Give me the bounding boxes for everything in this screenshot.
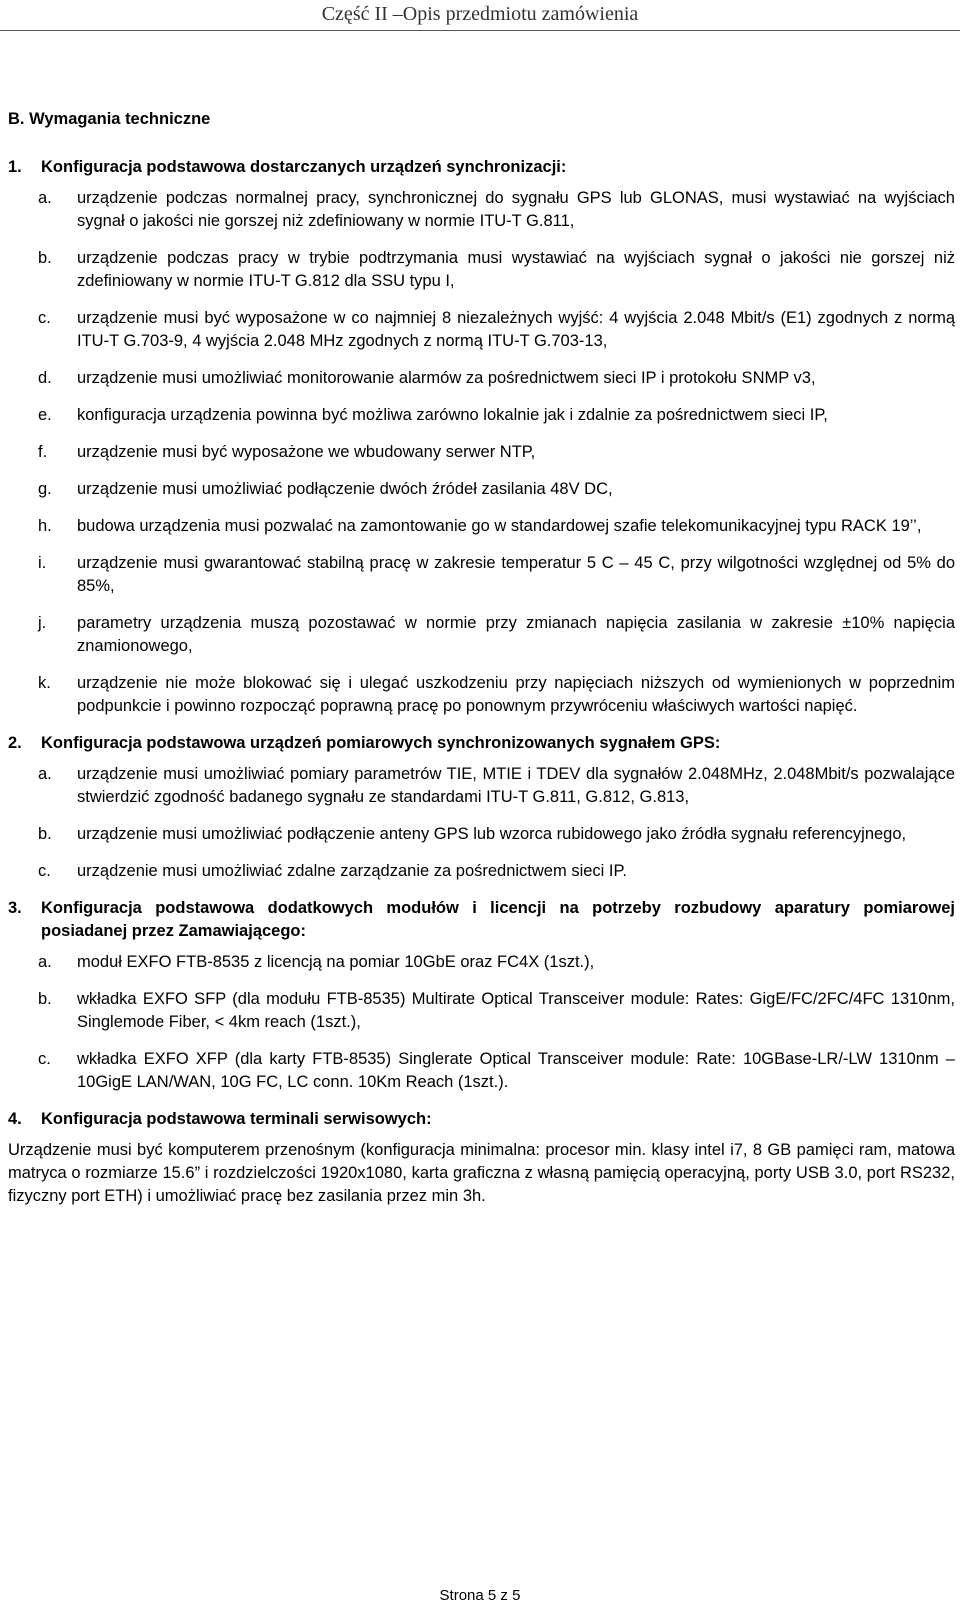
item-letter: c.: [38, 862, 51, 880]
item-text: urządzenie musi być wyposażone we wbudowany serwer NTP,: [77, 443, 536, 461]
item-letter: c.: [38, 1050, 51, 1068]
item-text: budowa urządzenia musi pozwalać na zamontowanie go w standardowej szafie telekomunikacyjnej typu RACK 19’’,: [77, 517, 922, 535]
list-item: [38, 672, 955, 718]
requirement-section: [8, 156, 955, 718]
list-item: [38, 860, 955, 883]
requirement-section: [8, 1108, 955, 1208]
item-text: urządzenie musi umożliwiać podłączenie dwóch źródeł zasilania 48V DC,: [77, 480, 613, 498]
section-number: 2.: [8, 734, 22, 752]
item-letter: a.: [38, 189, 52, 207]
item-text: wkładka EXFO XFP (dla karty FTB-8535) Singlerate Optical Transceiver module: Rate: 10GBase-LR/-LW 1310nm – 10GigE LAN/WAN, 10G FC, LC conn. 10Km Reach (1szt.).: [77, 1050, 955, 1091]
section-number: 3.: [8, 899, 22, 917]
item-letter: k.: [38, 674, 51, 692]
item-text: konfiguracja urządzenia powinna być możliwa zarówno lokalnie jak i zdalnie za pośrednictwem sieci IP,: [77, 406, 828, 424]
item-text: wkładka EXFO SFP (dla modułu FTB-8535) Multirate Optical Transceiver module: Rates: GigE/FC/2FC/4FC 1310nm, Singlemode Fiber, < 4km reach (1szt.),: [77, 990, 955, 1031]
section-heading: B. Wymagania techniczne: [8, 110, 211, 128]
item-letter: j.: [38, 614, 47, 632]
item-letter: b.: [38, 825, 52, 843]
list-item: [38, 247, 955, 293]
list-item: [38, 515, 955, 538]
item-letter: b.: [38, 249, 52, 267]
page-number: Strona 5 z 5: [439, 1587, 521, 1604]
item-letter: h.: [38, 517, 52, 535]
item-text: urządzenie nie może blokować się i ulegać uszkodzeniu przy napięciach niższych od wymienionych w poprzednim podpunkcie i powinno rozpocząć poprawną pracę po ponownym przywróceniu właściwych wartości napięć.: [77, 674, 955, 715]
list-item: [38, 404, 955, 427]
list-item: [38, 988, 955, 1034]
section-paragraph: Urządzenie musi być komputerem przenośnym (konfiguracja minimalna: procesor min. klasy intel i7, 8 GB pamięci ram, matowa matryca o rozmiarze 15.6” i rozdzielczości 1920x1080, karta graficzna z własną pamięcią operacyjną, porty USB 3.0, port RS232, fizyczny port ETH) i umożliwiać pracę bez zasilania przez min 3h.: [8, 1141, 955, 1205]
list-item: [38, 187, 955, 233]
item-text: urządzenie podczas normalnej pracy, synchronicznej do sygnału GPS lub GLONAS, musi wystawiać na wyjściach sygnał o jakości nie gorszej niż zdefiniowany w normie ITU-T G.811,: [77, 189, 955, 230]
item-letter: d.: [38, 369, 52, 387]
item-text: urządzenie podczas pracy w trybie podtrzymania musi wystawiać na wyjściach sygnał o jakości nie gorszej niż zdefiniowany w normie ITU-T G.812 dla SSU typu I,: [77, 249, 955, 290]
list-item: [38, 1048, 955, 1094]
item-list: [8, 187, 955, 718]
item-letter: b.: [38, 990, 52, 1008]
page-footer: [0, 1586, 960, 1606]
section-title-text: Konfiguracja podstawowa dodatkowych modułów i licencji na potrzeby rozbudowy aparatury pomiarowej posiadanej przez Zamawiającego:: [41, 899, 955, 940]
item-list: [8, 763, 955, 883]
item-text: urządzenie musi umożliwiać pomiary parametrów TIE, MTIE i TDEV dla sygnałów 2.048MHz, 2.048Mbit/s pozwalające stwierdzić zgodność badanego sygnału ze standardami ITU-T G.811, G.812, G.813,: [77, 765, 955, 806]
document-part-title: Część II –Opis przedmiotu zamówienia: [321, 3, 639, 25]
section-title: [8, 1108, 955, 1131]
running-header: [0, 0, 960, 31]
section-title: [8, 156, 955, 179]
item-text: urządzenie musi umożliwiać zdalne zarządzanie za pośrednictwem sieci IP.: [77, 862, 627, 880]
item-letter: a.: [38, 765, 52, 783]
requirement-section: [8, 732, 955, 883]
list-item: [38, 763, 955, 809]
list-item: [38, 823, 955, 846]
list-item: [38, 478, 955, 501]
section-title: [8, 732, 955, 755]
section-number: 4.: [8, 1110, 22, 1128]
item-letter: a.: [38, 953, 52, 971]
item-text: moduł EXFO FTB-8535 z licencją na pomiar 10GbE oraz FC4X (1szt.),: [77, 953, 595, 971]
section-title-text: Konfiguracja podstawowa dostarczanych urządzeń synchronizacji:: [41, 158, 567, 176]
list-item: [38, 552, 955, 598]
section-number: 1.: [8, 158, 22, 176]
item-text: urządzenie musi umożliwiać podłączenie anteny GPS lub wzorca rubidowego jako źródła sygnału referencyjnego,: [77, 825, 907, 843]
section-title-text: Konfiguracja podstawowa terminali serwisowych:: [41, 1110, 432, 1128]
list-item: [38, 951, 955, 974]
item-letter: c.: [38, 309, 51, 327]
requirement-section: [8, 897, 955, 1094]
list-item: [38, 612, 955, 658]
item-text: urządzenie musi umożliwiać monitorowanie alarmów za pośrednictwem sieci IP i protokołu SNMP v3,: [77, 369, 816, 387]
section-title: [8, 897, 955, 943]
item-text: urządzenie musi gwarantować stabilną pracę w zakresie temperatur 5 C – 45 C, przy wilgotności względnej od 5% do 85%,: [77, 554, 955, 595]
page-content: [8, 108, 955, 1218]
list-item: [38, 441, 955, 464]
item-letter: i.: [38, 554, 47, 572]
item-letter: f.: [38, 443, 48, 461]
requirements-list: [8, 156, 955, 1208]
list-item: [38, 307, 955, 353]
list-item: [38, 367, 955, 390]
item-list: [8, 951, 955, 1094]
item-text: urządzenie musi być wyposażone w co najmniej 8 niezależnych wyjść: 4 wyjścia 2.048 Mbit/s (E1) zgodnych z normą ITU-T G.703-9, 4 wyjścia 2.048 MHz zgodnych z normą ITU-T G.703-13,: [77, 309, 955, 350]
item-text: parametry urządzenia muszą pozostawać w normie przy zmianach napięcia zasilania w zakresie ±10% napięcia znamionowego,: [77, 614, 955, 655]
item-letter: g.: [38, 480, 52, 498]
section-title-text: Konfiguracja podstawowa urządzeń pomiarowych synchronizowanych sygnałem GPS:: [41, 734, 721, 752]
item-letter: e.: [38, 406, 52, 424]
